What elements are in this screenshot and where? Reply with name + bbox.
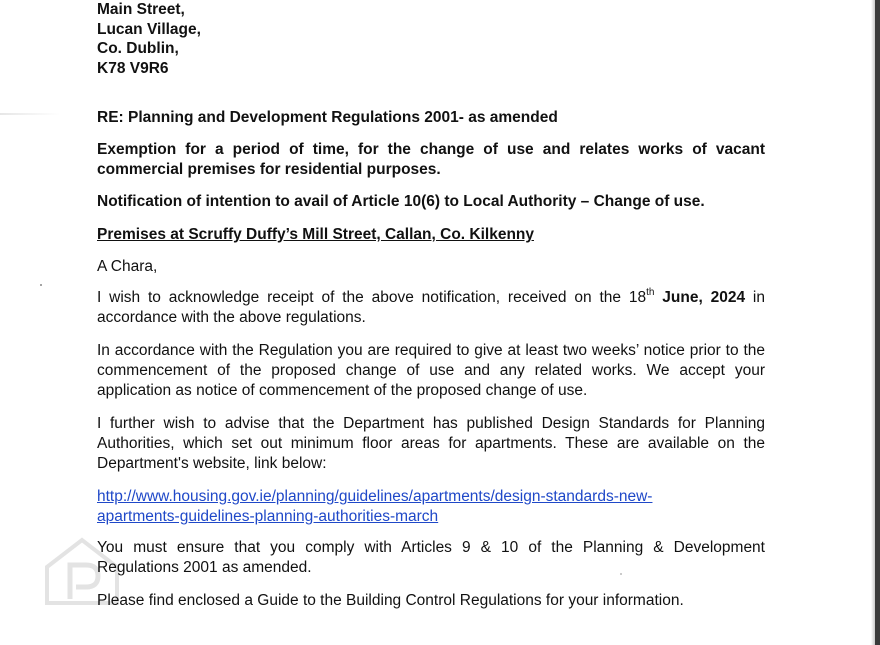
recipient-address bbox=[97, 0, 201, 78]
address-line: K78 V9R6 bbox=[97, 59, 169, 77]
acknowledge-day-suffix: th bbox=[646, 286, 655, 298]
guidelines-link-line[interactable]: apartments-guidelines-planning-authorities-march bbox=[97, 508, 439, 525]
acknowledge-date: June, 2024 bbox=[654, 289, 746, 306]
acknowledge-paragraph bbox=[97, 288, 765, 328]
acknowledge-text-end: in accordance with the above regulations. bbox=[97, 289, 765, 326]
enclosed-paragraph: Please find enclosed a Guide to the Building Control Regulations for your information. bbox=[97, 592, 684, 609]
page-edge bbox=[875, 0, 880, 645]
exemption-heading: Exemption for a period of time, for the change of use and relates works of vacant commercial premises for residential purposes. bbox=[97, 141, 765, 178]
scan-speck bbox=[40, 284, 42, 286]
address-line: Main Street, bbox=[97, 1, 185, 18]
scan-artifact bbox=[0, 113, 60, 115]
address-line: Lucan Village, bbox=[97, 20, 201, 38]
re-line: RE: Planning and Development Regulations 2001- as amended bbox=[97, 109, 558, 126]
guidelines-link-line[interactable]: http://www.housing.gov.ie/planning/guidelines/apartments/design-standards-new- bbox=[97, 488, 653, 505]
notification-heading: Notification of intention to avail of Article 10(6) to Local Authority – Change of use. bbox=[97, 193, 705, 210]
salutation: A Chara, bbox=[97, 258, 158, 275]
premises-heading bbox=[97, 225, 765, 245]
guidelines-link[interactable] bbox=[97, 487, 765, 527]
acknowledge-text: I wish to acknowledge receipt of the above notification, received on the bbox=[97, 289, 629, 306]
regulation-paragraph: In accordance with the Regulation you are required to give at least two weeks’ notice prior to the commencement of the proposed change of use and any related works. We accept your application as notice of commencement of the proposed change of use. bbox=[97, 342, 765, 399]
address-line: Co. Dublin, bbox=[97, 40, 179, 57]
comply-paragraph: You must ensure that you comply with Articles 9 & 10 of the Planning & Development Regulations 2001 as amended. bbox=[97, 539, 765, 576]
premises-heading-text: Premises at Scruffy Duffy’s Mill Street, Callan, Co. Kilkenny bbox=[97, 226, 534, 243]
acknowledge-day: 18 bbox=[628, 289, 647, 306]
advise-paragraph: I further wish to advise that the Department has published Design Standards for Planning Authorities, which set out minimum floor areas for apartments. These are available on the Department's website, link below: bbox=[97, 415, 765, 472]
